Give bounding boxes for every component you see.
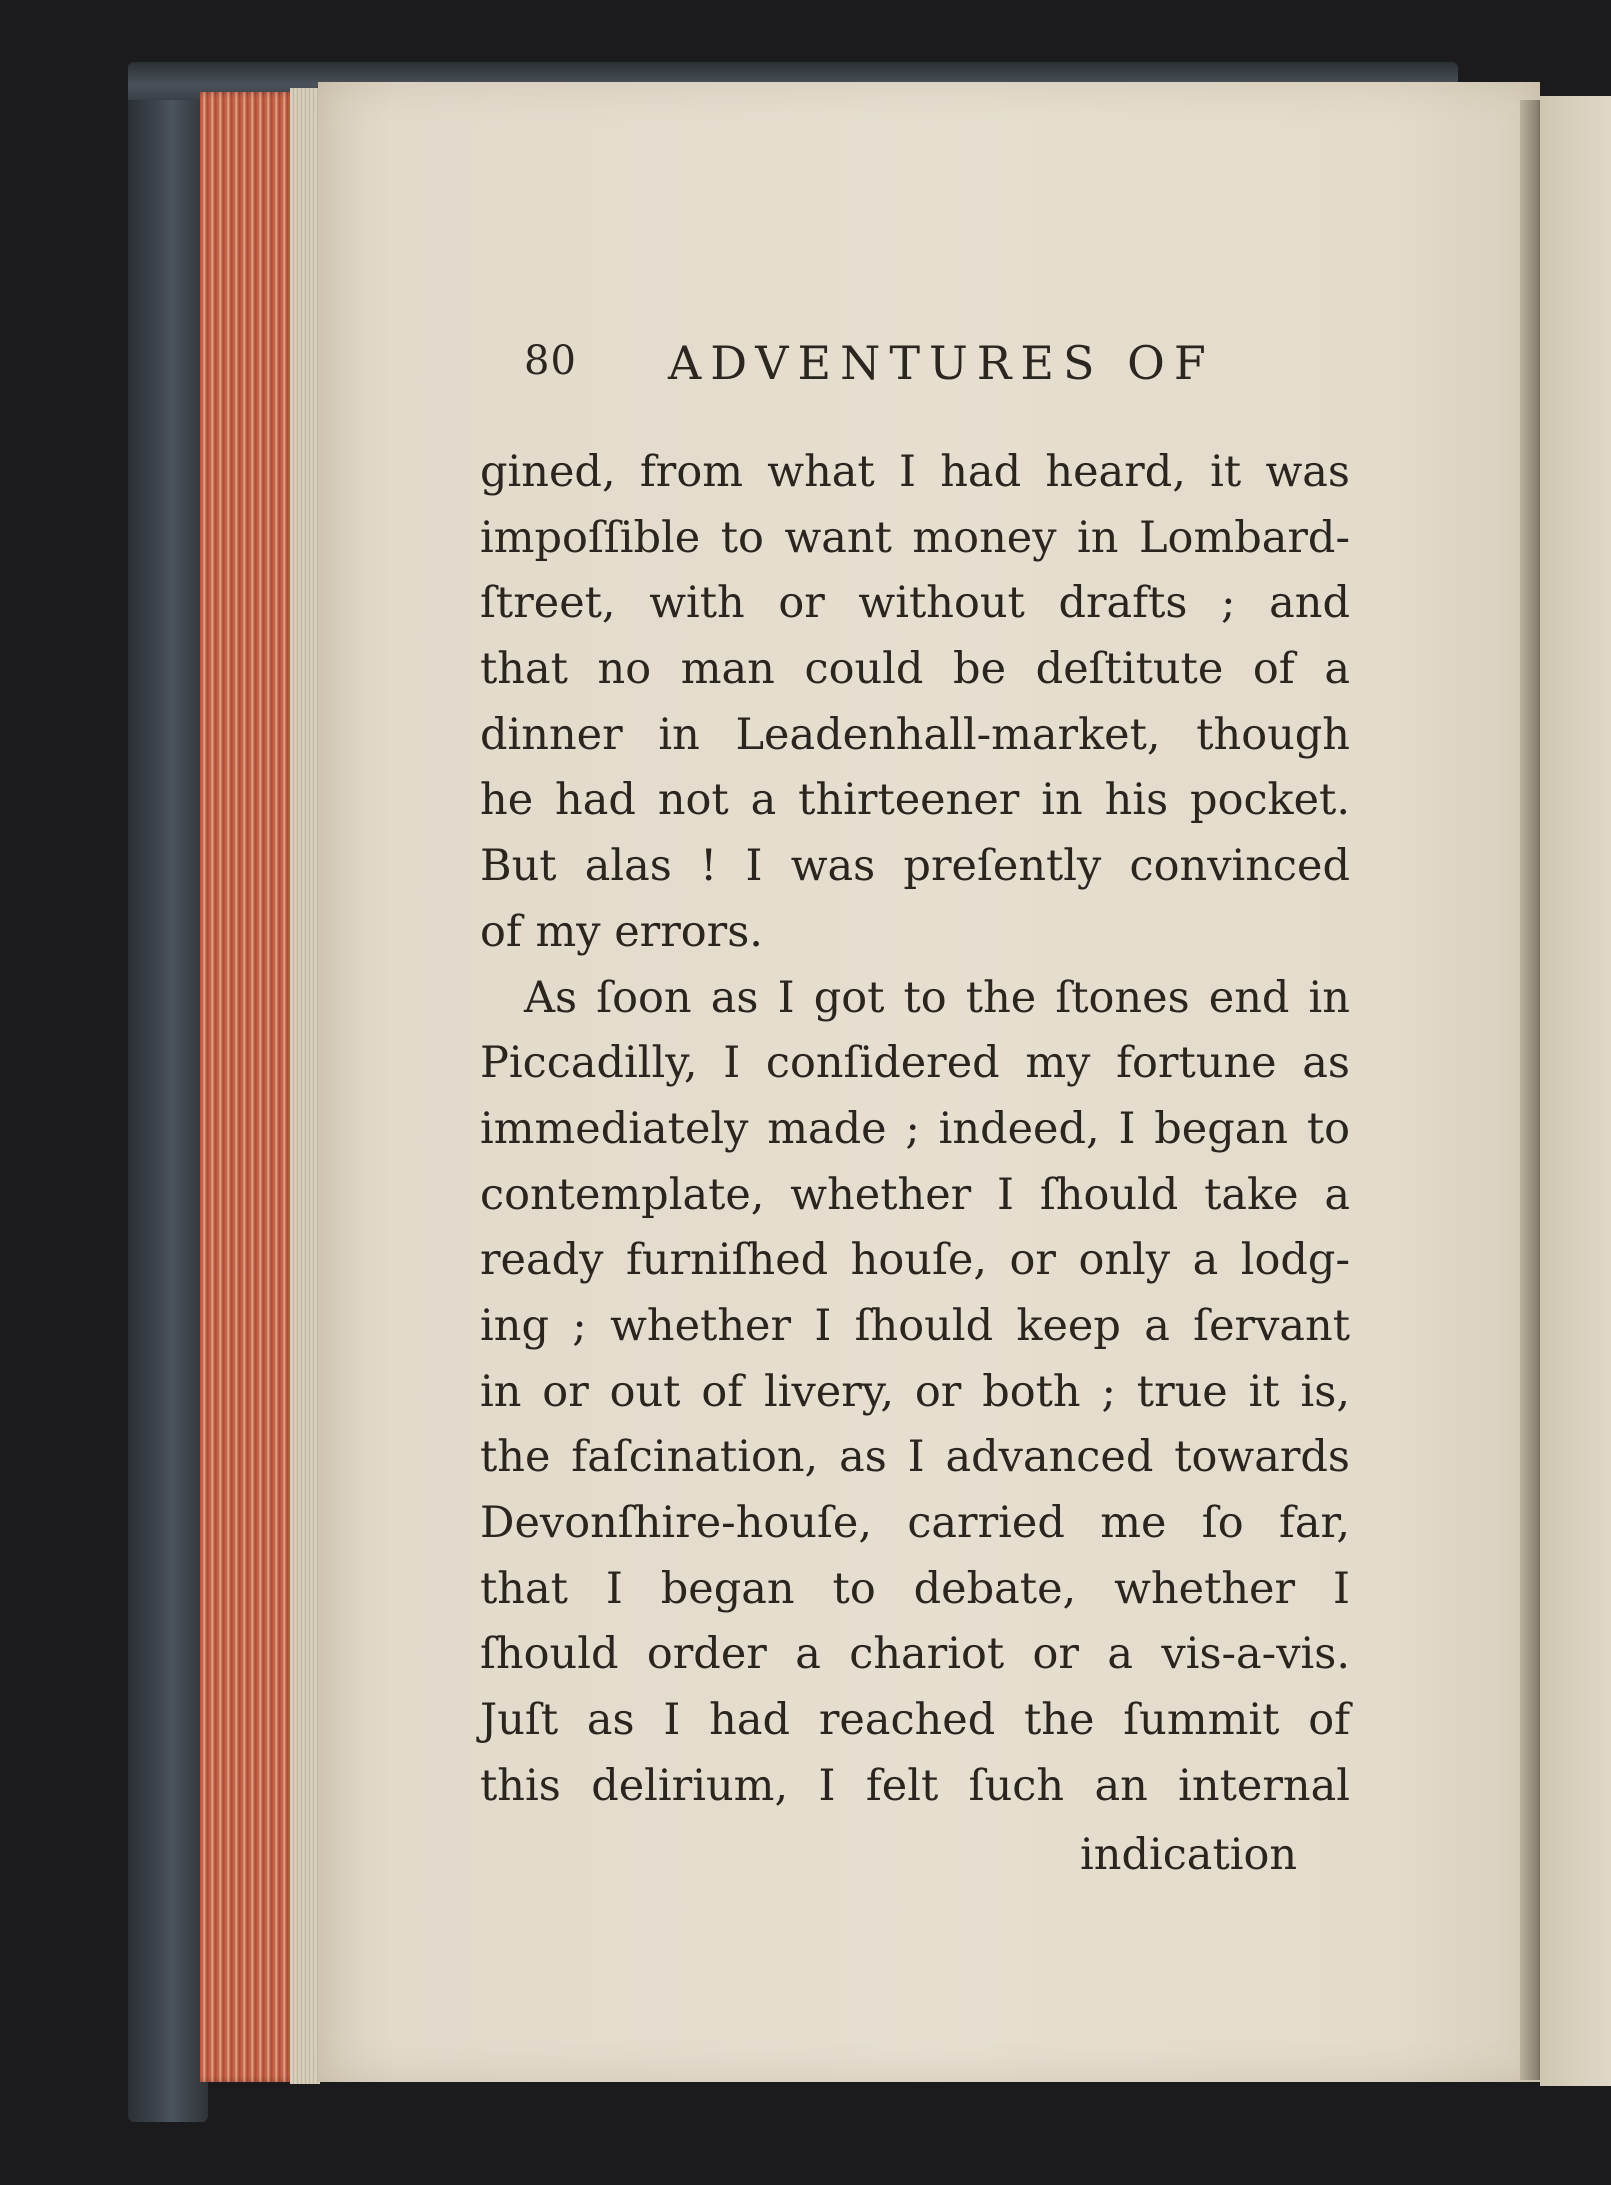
text-line: that no man could be deſtitute of a — [480, 644, 1350, 695]
text-line: ready furniſhed houſe, or only a lodg- — [480, 1235, 1350, 1286]
text-line: contemplate, whether I ſhould take a — [480, 1169, 1350, 1220]
text-line: that I began to debate, whether I — [480, 1563, 1350, 1614]
running-head: ADVENTURES OF — [668, 336, 1215, 390]
text-line: ſhould order a chariot or a vis-a-vis. — [480, 1629, 1350, 1680]
facing-page-edge — [1540, 96, 1611, 2086]
text-line: immediately made ; indeed, I began to — [480, 1103, 1350, 1154]
text-line: dinner in Leadenhall-market, though — [480, 709, 1350, 760]
text-line: this delirium, I felt ſuch an internal — [480, 1760, 1350, 1811]
text-line: impoſſible to want money in Lombard- — [480, 512, 1350, 563]
text-line: ſtreet, with or without drafts ; and — [480, 578, 1350, 629]
text-line: Piccadilly, I conſidered my fortune as — [480, 1038, 1350, 1089]
text-line: Devonſhire-houſe, carried me ſo far, — [480, 1498, 1350, 1548]
text-line: of my errors. — [480, 906, 763, 957]
page-number: 80 — [524, 338, 577, 384]
text-line: Juſt as I had reached the ſummit of — [480, 1695, 1350, 1746]
text-line: But alas ! I was preſently convinced — [480, 841, 1350, 892]
text-line: he had not a thirteener in his pocket. — [480, 775, 1350, 826]
text-line: the faſcination, as I advanced towards — [480, 1432, 1350, 1483]
text-line: ing ; whether I ſhould keep a ſervant — [480, 1300, 1350, 1351]
text-line: As ſoon as I got to the ſtones end in — [524, 972, 1350, 1023]
book-cover-board — [128, 62, 208, 2122]
text-line: gined, from what I had heard, it was — [480, 447, 1350, 497]
body-text — [480, 440, 1350, 1819]
text-line: in or out of livery, or both ; true it is, — [480, 1366, 1350, 1417]
red-page-edges — [200, 92, 300, 2082]
page-header — [524, 330, 1264, 400]
catchword: indication — [1080, 1830, 1298, 1880]
page-stack — [290, 88, 320, 2084]
